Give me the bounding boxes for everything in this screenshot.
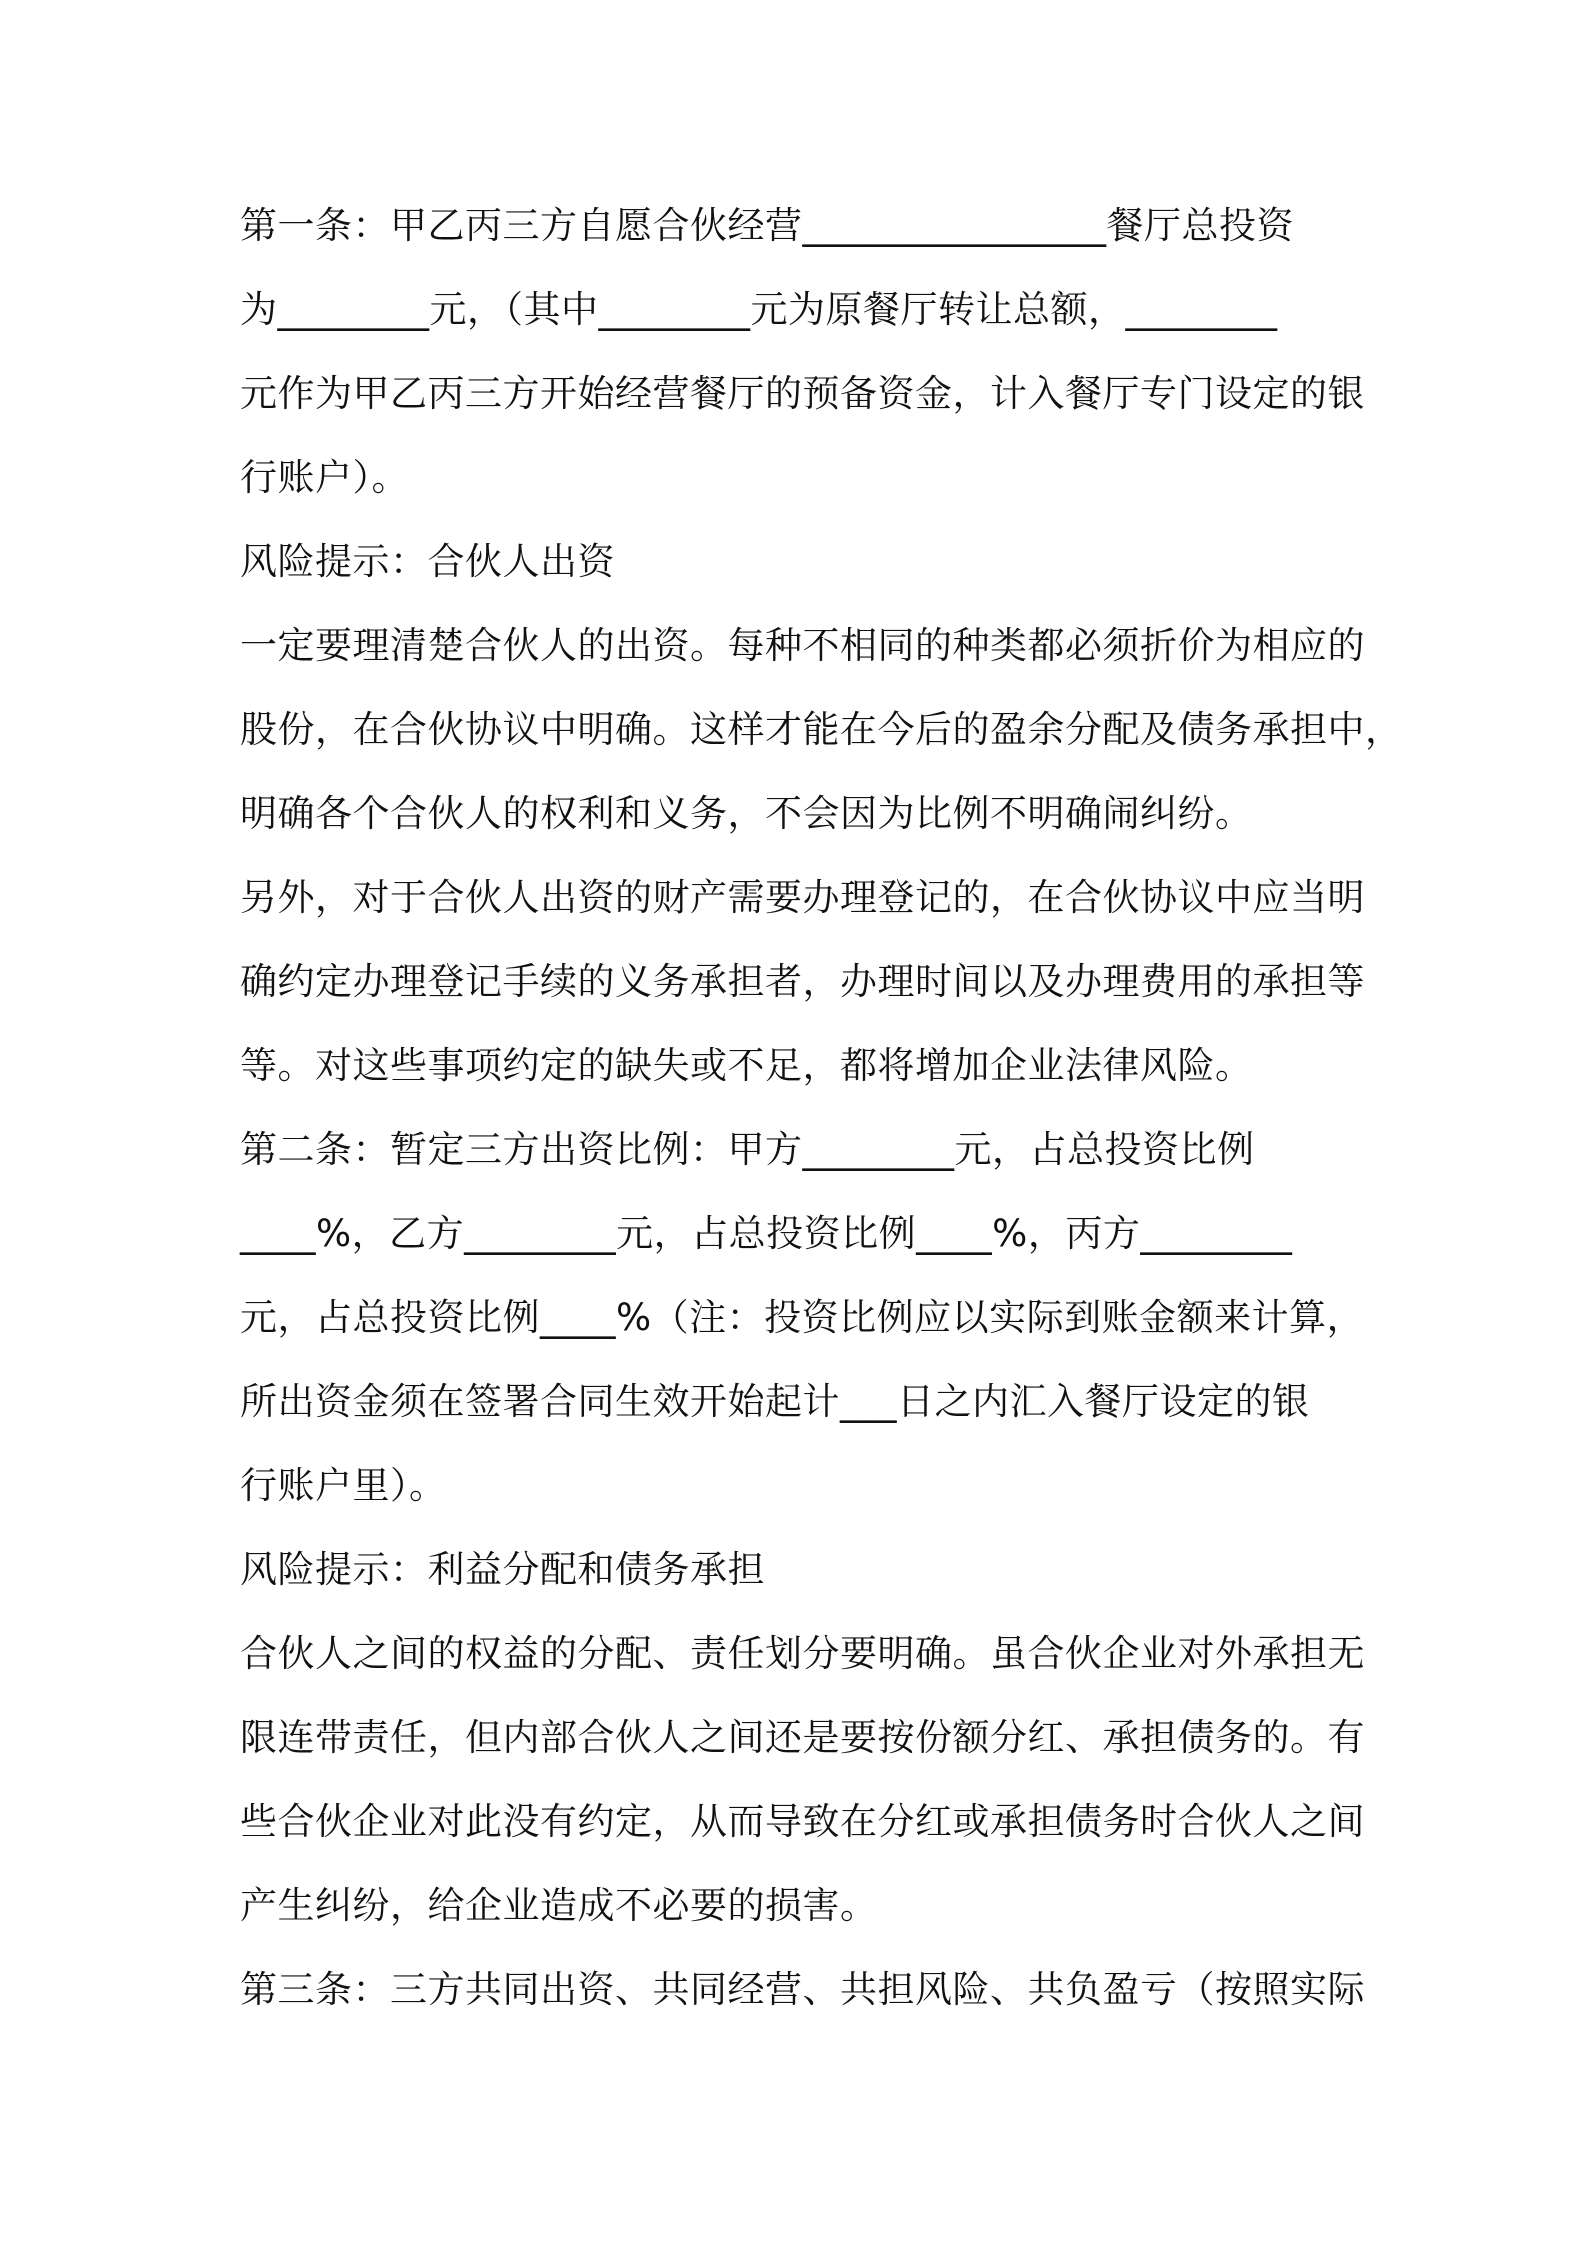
document-page — [240, 196, 1403, 2044]
risk-text-2-line-2: 确约定办理登记手续的义务承担者，办理时间以及办理费用的承担等 — [240, 960, 1365, 1003]
article-3-line-1: 第三条：三方共同出资、共同经营、共担风险、共负盈亏（按照实际 — [240, 1968, 1365, 2011]
article-1-line-2: 为________元，（其中________元为原餐厅转让总额，________ — [240, 288, 1278, 331]
risk-text-1-line-2: 股份，在合伙协议中明确。这样才能在今后的盈余分配及债务承担中， — [240, 708, 1403, 751]
article-1-line-3: 元作为甲乙丙三方开始经营餐厅的预备资金，计入餐厅专门设定的银 — [240, 372, 1365, 415]
article-2-line-5: 行账户里）。 — [240, 1464, 447, 1507]
risk-heading-contribution: 风险提示：合伙人出资 — [240, 540, 615, 583]
article-2-line-2: ____%，乙方________元，占总投资比例____%，丙方________ — [240, 1212, 1293, 1255]
article-2-line-3: 元，占总投资比例____%（注：投资比例应以实际到账金额来计算， — [240, 1296, 1365, 1339]
article-2-line-1: 第二条：暂定三方出资比例：甲方________元，占总投资比例 — [240, 1128, 1255, 1171]
risk-text-1-line-3: 明确各个合伙人的权利和义务，不会因为比例不明确闹纠纷。 — [240, 792, 1253, 835]
risk-text-1-line-1: 一定要理清楚合伙人的出资。每种不相同的种类都必须折价为相应的 — [240, 624, 1365, 667]
risk-text-3-line-1: 合伙人之间的权益的分配、责任划分要明确。虽合伙企业对外承担无 — [240, 1632, 1365, 1675]
risk-text-3-line-3: 些合伙企业对此没有约定，从而导致在分红或承担债务时合伙人之间 — [240, 1800, 1365, 1843]
article-1-line-1: 第一条：甲乙丙三方自愿合伙经营________________餐厅总投资 — [240, 204, 1294, 247]
article-2-line-4: 所出资金须在签署合同生效开始起计___日之内汇入餐厅设定的银 — [240, 1380, 1310, 1423]
risk-text-3-line-2: 限连带责任，但内部合伙人之间还是要按份额分红、承担债务的。有 — [240, 1716, 1365, 1759]
risk-text-3-line-4: 产生纠纷，给企业造成不必要的损害。 — [240, 1884, 878, 1927]
risk-text-2-line-1: 另外，对于合伙人出资的财产需要办理登记的，在合伙协议中应当明 — [240, 876, 1365, 919]
article-1-line-4: 行账户）。 — [240, 456, 409, 499]
risk-heading-profit-debt: 风险提示：利益分配和债务承担 — [240, 1548, 765, 1591]
risk-text-2-line-3: 等。对这些事项约定的缺失或不足，都将增加企业法律风险。 — [240, 1044, 1253, 1087]
